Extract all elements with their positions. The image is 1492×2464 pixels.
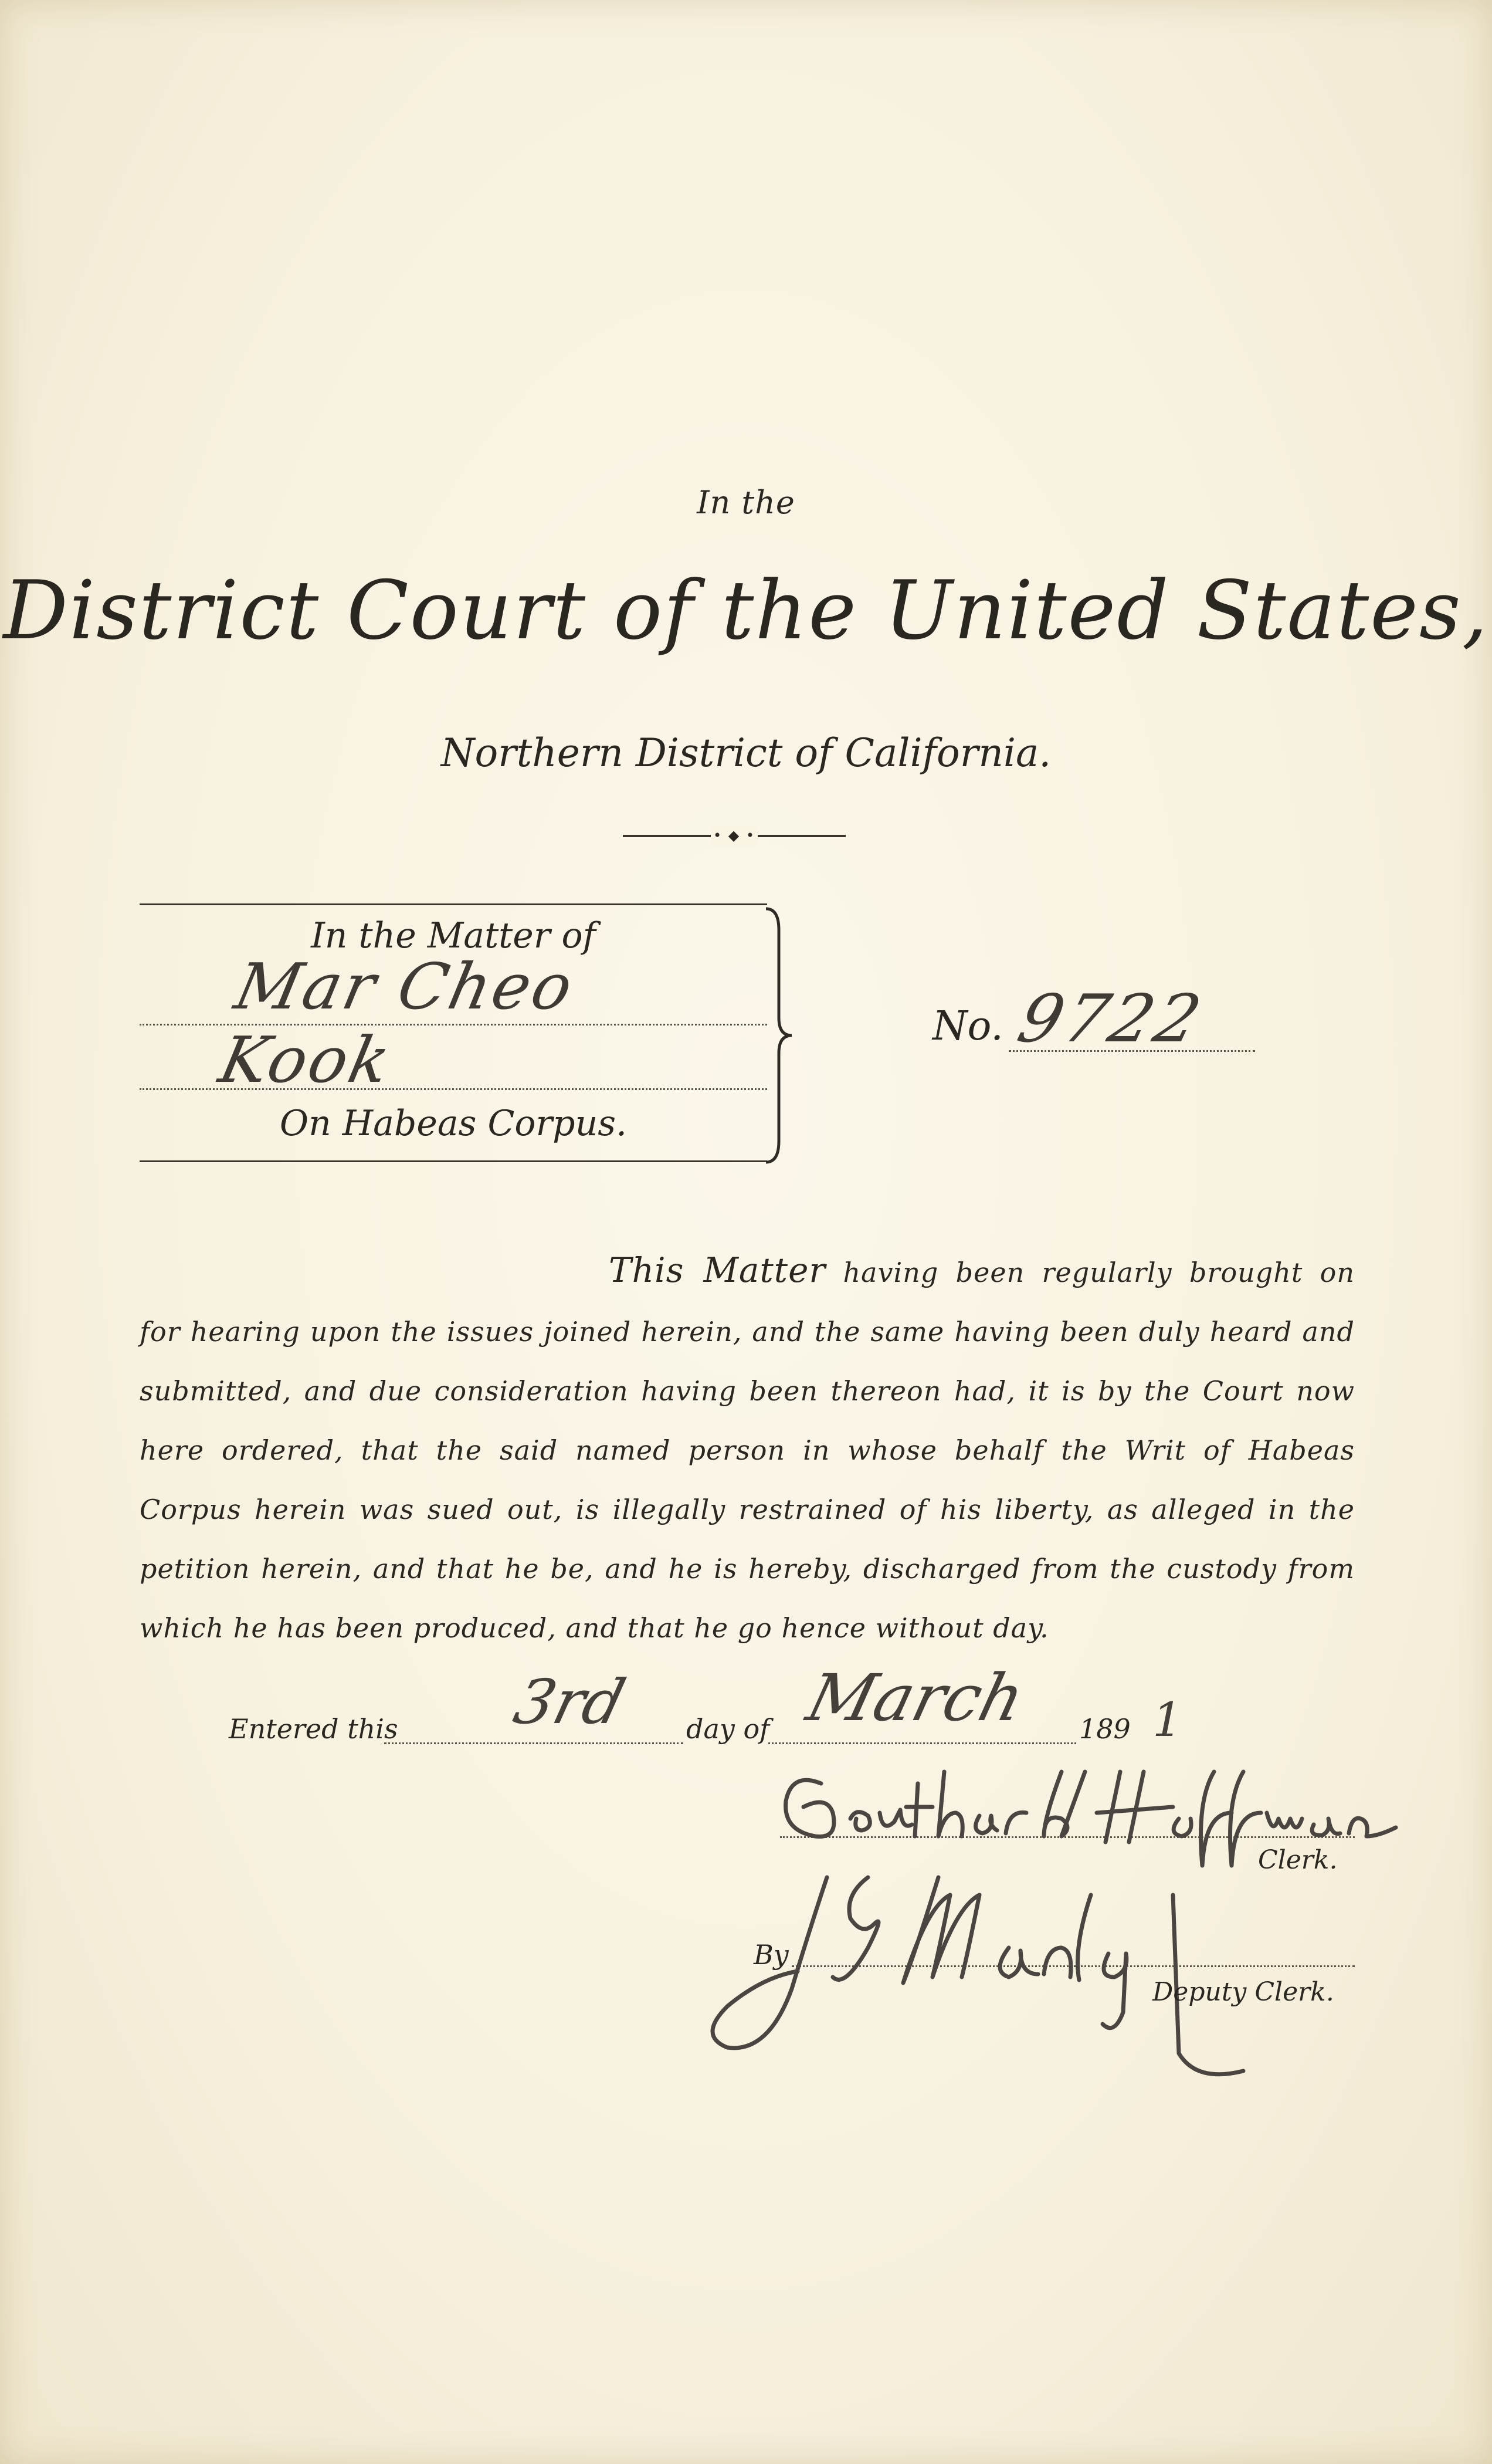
day-of-label: day of [686, 1713, 770, 1745]
case-number-handwritten: 9722 [1010, 981, 1212, 1057]
entered-this-label: Entered this [229, 1713, 398, 1745]
deputy-clerk-title-label: Deputy Clerk. [1152, 1977, 1334, 2007]
district-subtitle: Northern District of California. [440, 730, 1052, 776]
entered-day-line [384, 1742, 683, 1744]
habeas-corpus-label: On Habeas Corpus. [279, 1103, 628, 1144]
case-number-dotted-line [1009, 1050, 1255, 1052]
header-in-the: In the [697, 484, 795, 521]
order-body [140, 1241, 1355, 1658]
court-title: District Court of the United States, [3, 563, 1489, 658]
divider-ornament-icon: • ◆ • [711, 825, 758, 846]
year-printed-prefix: 189 [1079, 1713, 1131, 1745]
entered-month-line [768, 1742, 1076, 1744]
petitioner-name-handwritten: Mar Cheo Kook [213, 950, 581, 1097]
order-lead: This Matter [609, 1250, 826, 1290]
caption-brace-icon [761, 906, 796, 1165]
in-the-matter-of-label: In the Matter of [311, 915, 596, 956]
clerk-title-label: Clerk. [1258, 1845, 1338, 1875]
case-number-label: No. [933, 1003, 1003, 1050]
caption-dotted-line-1 [140, 1024, 767, 1025]
year-handwritten-digit: 1 [1152, 1693, 1182, 1747]
entered-day-handwritten: 3rd [507, 1666, 632, 1738]
by-label: By [754, 1939, 789, 1971]
entered-month-handwritten: March [800, 1660, 1032, 1735]
caption-dotted-line-2 [140, 1088, 767, 1090]
order-text: having been regularly brought on for hearing upon the issues joined herein, and the same having been duly heard and submitted, and due consideration having been thereon had, it is by the Court now here ordered, that the said named person in whose behalf the Writ of Habeas Corpus herein was sued out, is illegally restrained of his liberty, as alleged in the petition herein, and that he be, and he is hereby, discharged from the custody from which he has been produced, and that he go hence without day. [140, 1257, 1355, 1644]
